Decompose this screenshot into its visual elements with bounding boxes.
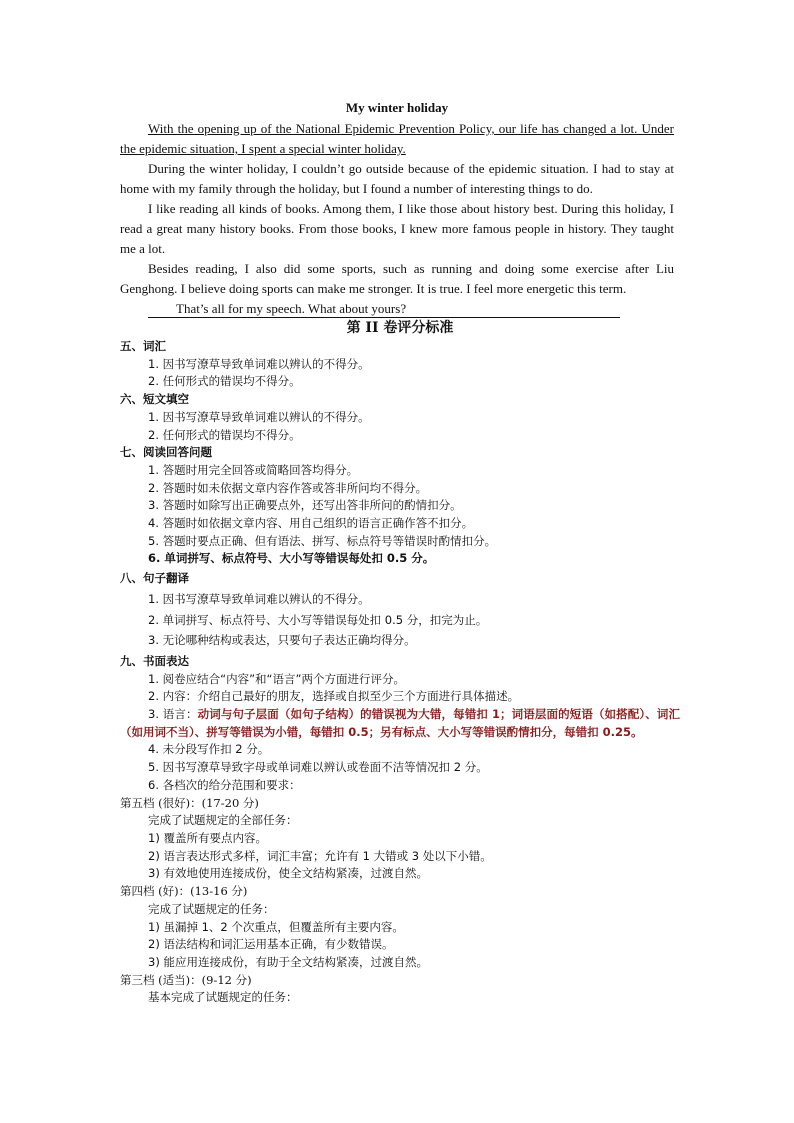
list-item: 1. 答题时用完全回答或简略回答均得分。 [148,462,359,477]
list-item: 2. 答题时如未依据文章内容作答或答非所问均不得分。 [148,480,428,495]
grade-level-4: 第四档 (好)：(13-16 分) [120,884,248,899]
list-item: 2. 内容：介绍自己最好的朋友，选择或自拟至少三个方面进行具体描述。 [148,689,520,704]
list-item: 2. 单词拼写、标点符号、大小写等错误每处扣 0.5 分，扣完为止。 [148,612,488,627]
sample-essay [120,98,674,319]
list-item: 3) 有效地使用连接成份，使全文结构紧凑，过渡自然。 [148,866,428,881]
essay-paragraph-1-text: With the opening up of the National Epidemic Prevention Policy, our life has changed a lot. Under the epidemic situation, I spent a special winter holiday. [120,121,674,156]
section-heading-cloze: 六、短文填空 [120,392,189,407]
section-heading-reading: 七、阅读回答问题 [120,445,212,460]
list-item: 5. 因书写潦草导致字母或单词难以辨认或卷面不洁等情况扣 2 分。 [148,760,488,775]
list-item: 2) 语言表达形式多样，词汇丰富；允许有 1 大错或 3 处以下小错。 [148,848,492,863]
essay-paragraph-3: I like reading all kinds of books. Among them, I like those about history best. During this holiday, I read a great many history books. From those books, I knew more famous people in history. They taught me a lot. [120,201,674,256]
section-heading-translation: 八、句子翻译 [120,571,189,586]
list-item: 5. 答题时要点正确、但有语法、拼写、标点符号等错误时酌情扣分。 [148,533,497,548]
essay-paragraph-4: Besides reading, I also did some sports, such as running and doing some exercise after Liu Genghong. I believe doing sports can make me stronger. It is true. I feel more energetic this term. [120,261,674,296]
list-item: 1. 因书写潦草导致单词难以辨认的不得分。 [148,356,370,371]
language-criteria-item [120,706,680,741]
list-item: 2. 任何形式的错误均不得分。 [148,374,301,389]
list-item: 1) 虽漏掉 1、2 个次重点，但覆盖所有主要内容。 [148,919,404,934]
grade-level-3: 第三档 (适当)：(9-12 分) [120,972,252,987]
essay-title: My winter holiday [345,100,449,115]
list-item: 1. 阅卷应结合“内容”和“语言”两个方面进行评分。 [148,671,405,686]
list-item: 1. 因书写潦草导致单词难以辨认的不得分。 [148,591,370,606]
section-heading-vocabulary: 五、词汇 [120,339,166,353]
list-item: 4. 答题时如依据文章内容、用自己组织的语言正确作答不扣分。 [148,516,474,531]
list-item: 4. 未分段写作扣 2 分。 [148,742,270,757]
list-item: 1) 覆盖所有要点内容。 [148,830,267,845]
list-item: 3. 答题时如除写出正确要点外，还写出答非所问的酌情扣分。 [148,498,462,513]
scoring-rubric [120,318,680,1007]
essay-paragraph-1 [120,119,674,159]
list-item: 2) 语法结构和词汇运用基本正确，有少数错误。 [148,937,394,952]
list-item: 3) 能应用连接成份，有助于全文结构紧凑，过渡自然。 [148,954,428,969]
grade-task: 完成了试题规定的全部任务： [148,813,298,828]
grade-task: 完成了试题规定的任务： [148,901,275,916]
list-item: 1. 因书写潦草导致单词难以辨认的不得分。 [148,409,370,424]
essay-paragraph-2: During the winter holiday, I couldn’t go outside because of the epidemic situation. I had to stay at home with my family through the holiday, but I found a number of interesting things to do. [120,161,674,196]
grade-level-5: 第五档 (很好)：(17-20 分) [120,795,259,810]
rubric-title: 第 II 卷评分标准 [346,320,454,336]
list-item: 2. 任何形式的错误均不得分。 [148,427,301,442]
essay-paragraph-5 [120,299,674,319]
section-heading-writing: 九、书面表达 [120,653,189,668]
grade-task: 基本完成了试题规定的任务： [148,990,298,1005]
language-criteria-prefix: 3. 语言： [148,707,198,722]
list-item: 6. 单词拼写、标点符号、大小写等错误每处扣 0.5 分。 [148,551,435,566]
list-item: 3. 无论哪种结构或表达，只要句子表达正确均得分。 [148,633,416,648]
language-criteria-highlight: 动词与句子层面（如句子结构）的错误视为大错，每错扣 1；词语层面的短语（如搭配）、词汇（如用词不当）、拼写等错误为小错，每错扣 0.5；另有标点、大小写等错误酌情扣分，每错扣 0.25。 [120,707,680,739]
essay-paragraph-5-text: That’s all for my speech. What about yours? [148,300,620,318]
list-item: 6. 各档次的给分范围和要求： [148,777,301,792]
